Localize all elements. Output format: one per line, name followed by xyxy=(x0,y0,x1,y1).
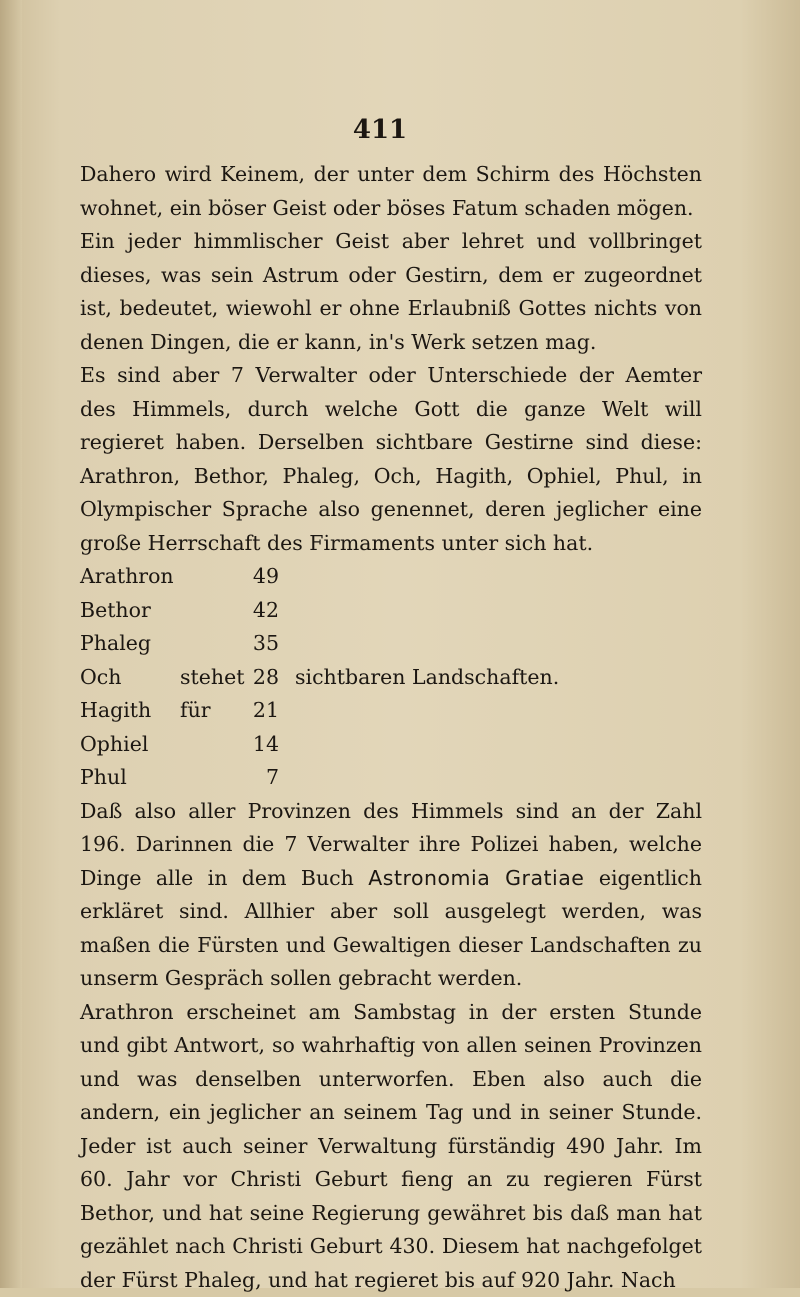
table-row xyxy=(80,694,702,728)
province-count: 42 xyxy=(235,594,279,628)
book-title-latin: Astronomia Gratiae xyxy=(368,866,584,890)
paragraph-4 xyxy=(80,795,702,996)
page-number: 411 xyxy=(0,115,760,145)
paragraph-4-text-a: Daß also aller Provinzen des Himmels sind an der Zahl 196. Darinnen die 7 Verwalter ihre Polizei haben, welche Dinge alle in dem Buch xyxy=(80,799,702,890)
governor-name: Ophiel xyxy=(80,728,235,762)
governor-name: Bethor xyxy=(80,594,235,628)
province-count: 7 xyxy=(235,761,279,795)
table-note: sichtbaren Landschaften. xyxy=(279,661,559,695)
page-spine-shadow xyxy=(0,0,22,1288)
paragraph-2: Ein jeder himmlischer Geist aber lehret und vollbringet dieses, was sein Astrum oder Gestirn, dem er zugeordnet ist, bedeutet, wiewohl er ohne Erlaubniß Gottes nichts von denen Dingen, die er kann, in's Werk setzen mag. xyxy=(80,225,702,359)
governor-name: Arathron xyxy=(80,560,235,594)
province-count: 35 xyxy=(235,627,279,661)
province-count: 14 xyxy=(235,728,279,762)
table-middle-text: stehet für xyxy=(180,661,235,728)
province-count: 21 xyxy=(235,694,279,728)
table-row xyxy=(80,661,702,695)
paragraph-1: Dahero wird Keinem, der unter dem Schirm des Höchsten wohnet, ein böser Geist oder böses Fatum schaden mögen. xyxy=(80,158,702,225)
table-row xyxy=(80,560,702,594)
paragraph-4-text-b: eigentlich erkläret sind. Allhier aber soll ausgelegt werden, was maßen die Fürsten und Gewaltigen dieser Landschaften zu unserm Gespräch sollen gebracht werden. xyxy=(80,866,702,991)
table-row xyxy=(80,594,702,628)
province-count: 49 xyxy=(235,560,279,594)
table-row xyxy=(80,761,702,795)
governor-name: Och xyxy=(80,661,180,695)
page-body xyxy=(80,158,702,1297)
province-count: 28 xyxy=(235,661,279,695)
governors-table xyxy=(80,560,702,795)
table-row xyxy=(80,627,702,661)
table-row xyxy=(80,728,702,762)
governor-name: Phaleg xyxy=(80,627,235,661)
governor-name: Phul xyxy=(80,761,235,795)
paragraph-5: Arathron erscheinet am Sambstag in der ersten Stunde und gibt Antwort, so wahrhaftig von allen seinen Provinzen und was denselben unterworfen. Eben also auch die andern, ein jeglicher an seinem Tag und in seiner Stunde. Jeder ist auch seiner Verwaltung fürständig 490 Jahr. Im 60. Jahr vor Christi Geburt fieng an zu regieren Fürst Bethor, und hat seine Regierung gewähret bis daß man hat gezählet nach Christi Geburt 430. Diesem hat nachgefolget der Fürst Phaleg, und hat regieret bis auf 920 Jahr. Nach xyxy=(80,996,702,1297)
paragraph-3: Es sind aber 7 Verwalter oder Unterschiede der Aemter des Himmels, durch welche Gott die ganze Welt will regieret haben. Derselben sichtbare Gestirne sind diese: Arathron, Bethor, Phaleg, Och, Hagith, Ophiel, Phul, in Olympischer Sprache also genennet, deren jeglicher eine große Herrschaft des Firmaments unter sich hat. xyxy=(80,359,702,560)
governor-name: Hagith xyxy=(80,694,235,728)
